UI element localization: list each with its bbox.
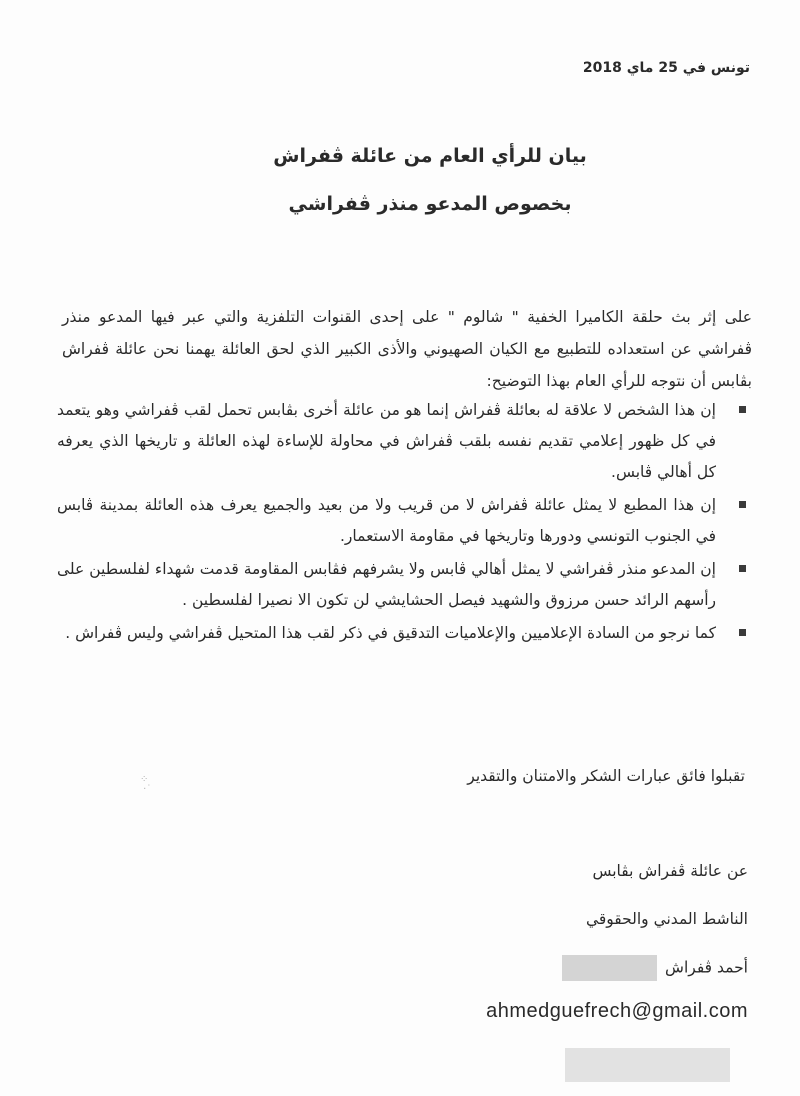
signature-org: عن عائلة ڨفراش بڨابس <box>592 862 748 880</box>
contact-email: ahmedguefrech@gmail.com <box>486 1000 748 1022</box>
list-item <box>57 395 752 488</box>
list-item <box>57 618 752 649</box>
scan-speck: ⁘ ·˙ <box>140 774 152 795</box>
closing-line: تقبلوا فائق عبارات الشكر والامتنان والتقدير <box>467 767 745 785</box>
bullet-square-icon <box>739 501 746 508</box>
list-item-text: كما نرجو من السادة الإعلاميين والإعلاميات التدقيق في ذكر لقب هذا المتحيل ڨفراشي وليس ڨفراش . <box>65 624 716 642</box>
statement-title: بيان للرأي العام من عائلة ڨفراش <box>273 145 587 167</box>
signature-name: أحمد ڨفراش <box>665 958 748 977</box>
list-item <box>57 490 752 552</box>
redacted-block-bottom <box>565 1048 730 1082</box>
list-item <box>57 554 752 616</box>
list-item-text: إن المدعو منذر ڨفراشي لا يمثل أهالي ڨابس ولا يشرفهم فڨابس المقاومة قدمت شهداء لفلسطين على رأسهم الرائد حسن مرزوق والشهيد فيصل الحشايشي لن تكون الا نصيرا لفلسطين . <box>57 560 716 609</box>
statement-subtitle: بخصوص المدعو منذر ڨفراشي <box>288 193 572 215</box>
bullet-square-icon <box>739 565 746 572</box>
signature-role: الناشط المدني والحقوقي <box>585 910 748 928</box>
intro-paragraph: على إثر بث حلقة الكاميرا الخفية " شالوم " على إحدى القنوات التلفزية والتي عبر فيها المدعو منذر ڨفراشي عن استعداده للتطبيع مع الكيان الصهيوني والأذى الكبير الذي لحق العائلة يهمنا نحن عائلة ڨفراش بڨابس أن نتوجه للرأي العام بهذا التوضيح: <box>62 307 752 390</box>
list-item-text: إن هذا المطبع لا يمثل عائلة ڨفراش لا من قريب ولا من بعيد والجميع يعرف هذه العائلة بمدينة ڨابس في الجنوب التونسي ودورها وتاريخها في مقاومة الاستعمار. <box>57 496 716 545</box>
signature-name-row <box>562 955 748 981</box>
bullet-square-icon <box>739 629 746 636</box>
redacted-block <box>562 955 657 981</box>
list-item-text: إن هذا الشخص لا علاقة له بعائلة ڨفراش إنما هو من عائلة أخرى بڨابس تحمل لقب ڨفراشي وهو يتعمد في كل ظهور إعلامي تقديم نفسه بلقب ڨفراش في محاولة للإساءة لهذه العائلة و تاريخها الذي يعرفه كل أهالي ڨابس. <box>57 401 716 481</box>
clarification-list <box>57 395 752 651</box>
bullet-square-icon <box>739 406 746 413</box>
letter-date: تونس في 25 ماي 2018 <box>582 60 750 76</box>
